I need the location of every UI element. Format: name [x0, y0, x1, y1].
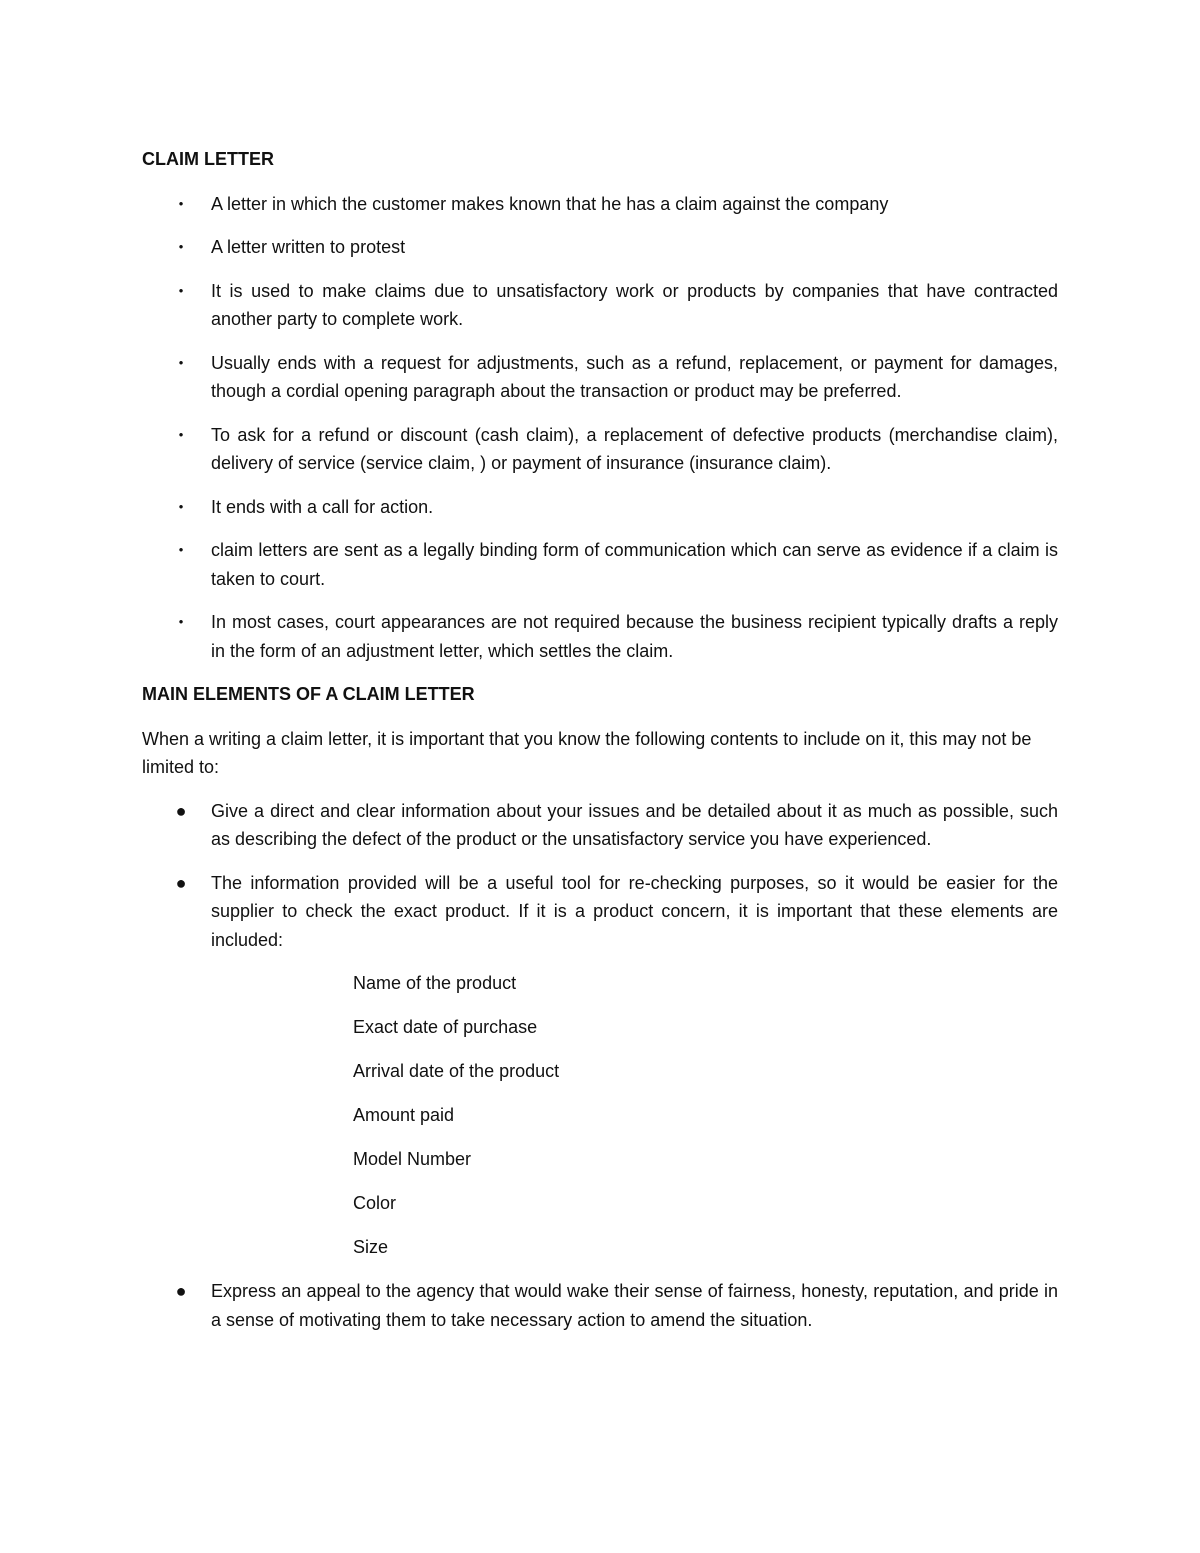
list-item — [142, 190, 1058, 219]
list-item-text: Express an appeal to the agency that would wake their sense of fairness, honesty, reputation, and pride in a sense of motivating them to take necessary action to amend the situation. — [211, 1281, 1058, 1330]
product-element: Exact date of purchase — [353, 1017, 538, 1037]
claim-letter-list — [142, 190, 1058, 666]
bullet-icon: • — [178, 282, 184, 298]
list-item-text: A letter in which the customer makes known that he has a claim against the company — [211, 193, 889, 214]
list-item — [142, 233, 1058, 262]
document-content — [142, 145, 1058, 1349]
product-element: Name of the product — [353, 973, 517, 993]
bullet-icon: • — [178, 195, 184, 211]
bullet-icon: ● — [175, 1281, 187, 1301]
list-item-text: It is used to make claims due to unsatisfactory work or products by companies that have contracted another party to complete work. — [211, 280, 1058, 329]
list-item-text: It ends with a call for action. — [211, 496, 434, 517]
bullet-icon: • — [178, 354, 184, 370]
list-item — [142, 493, 1058, 522]
list-item — [142, 797, 1058, 854]
product-element: Model Number — [353, 1149, 472, 1169]
list-item-text: claim letters are sent as a legally binding form of communication which can serve as evidence if a claim is taken to court. — [211, 540, 1058, 589]
product-element: Amount paid — [353, 1105, 455, 1125]
list-item-text: Usually ends with a request for adjustments, such as a refund, replacement, or payment for damages, though a cordial opening paragraph about the transaction or product may be preferred. — [211, 352, 1058, 401]
bullet-icon: ● — [175, 872, 187, 893]
list-item — [142, 277, 1058, 334]
final-list — [142, 1277, 1058, 1334]
list-item — [142, 1277, 1058, 1334]
document-title: CLAIM LETTER — [142, 149, 274, 169]
bullet-icon: • — [178, 426, 184, 442]
product-element: Size — [353, 1237, 389, 1257]
product-element: Color — [353, 1193, 397, 1213]
bullet-icon: • — [178, 542, 184, 557]
bullet-icon: • — [178, 498, 184, 514]
product-elements-list — [142, 969, 1058, 1262]
section-heading: MAIN ELEMENTS OF A CLAIM LETTER — [142, 684, 475, 704]
list-item — [142, 869, 1058, 955]
bullet-icon: ● — [175, 800, 187, 821]
list-item — [142, 349, 1058, 406]
list-item-text: Give a direct and clear information about your issues and be detailed about it as much as possible, such as describing the defect of the product or the unsatisfactory service you have experienced. — [211, 800, 1058, 849]
list-item-text: In most cases, court appearances are not required because the business recipient typically drafts a reply in the form of an adjustment letter, which settles the claim. — [211, 612, 1058, 661]
bullet-icon: • — [178, 239, 184, 254]
intro-paragraph: When a writing a claim letter, it is important that you know the following contents to include on it, this may not be limited to: — [142, 728, 1032, 777]
bullet-icon: • — [178, 614, 184, 629]
list-item — [142, 421, 1058, 478]
product-element: Arrival date of the product — [353, 1061, 560, 1081]
list-item-text: To ask for a refund or discount (cash claim), a replacement of defective products (merchandise claim), delivery of service (service claim, ) or payment of insurance (insurance claim). — [211, 424, 1058, 473]
main-elements-list — [142, 797, 1058, 955]
list-item — [142, 536, 1058, 593]
list-item-text: The information provided will be a useful tool for re-checking purposes, so it would be easier for the supplier to check the exact product. If it is a product concern, it is important that these elements are included: — [211, 872, 1058, 950]
list-item-text: A letter written to protest — [211, 237, 406, 257]
list-item — [142, 608, 1058, 665]
